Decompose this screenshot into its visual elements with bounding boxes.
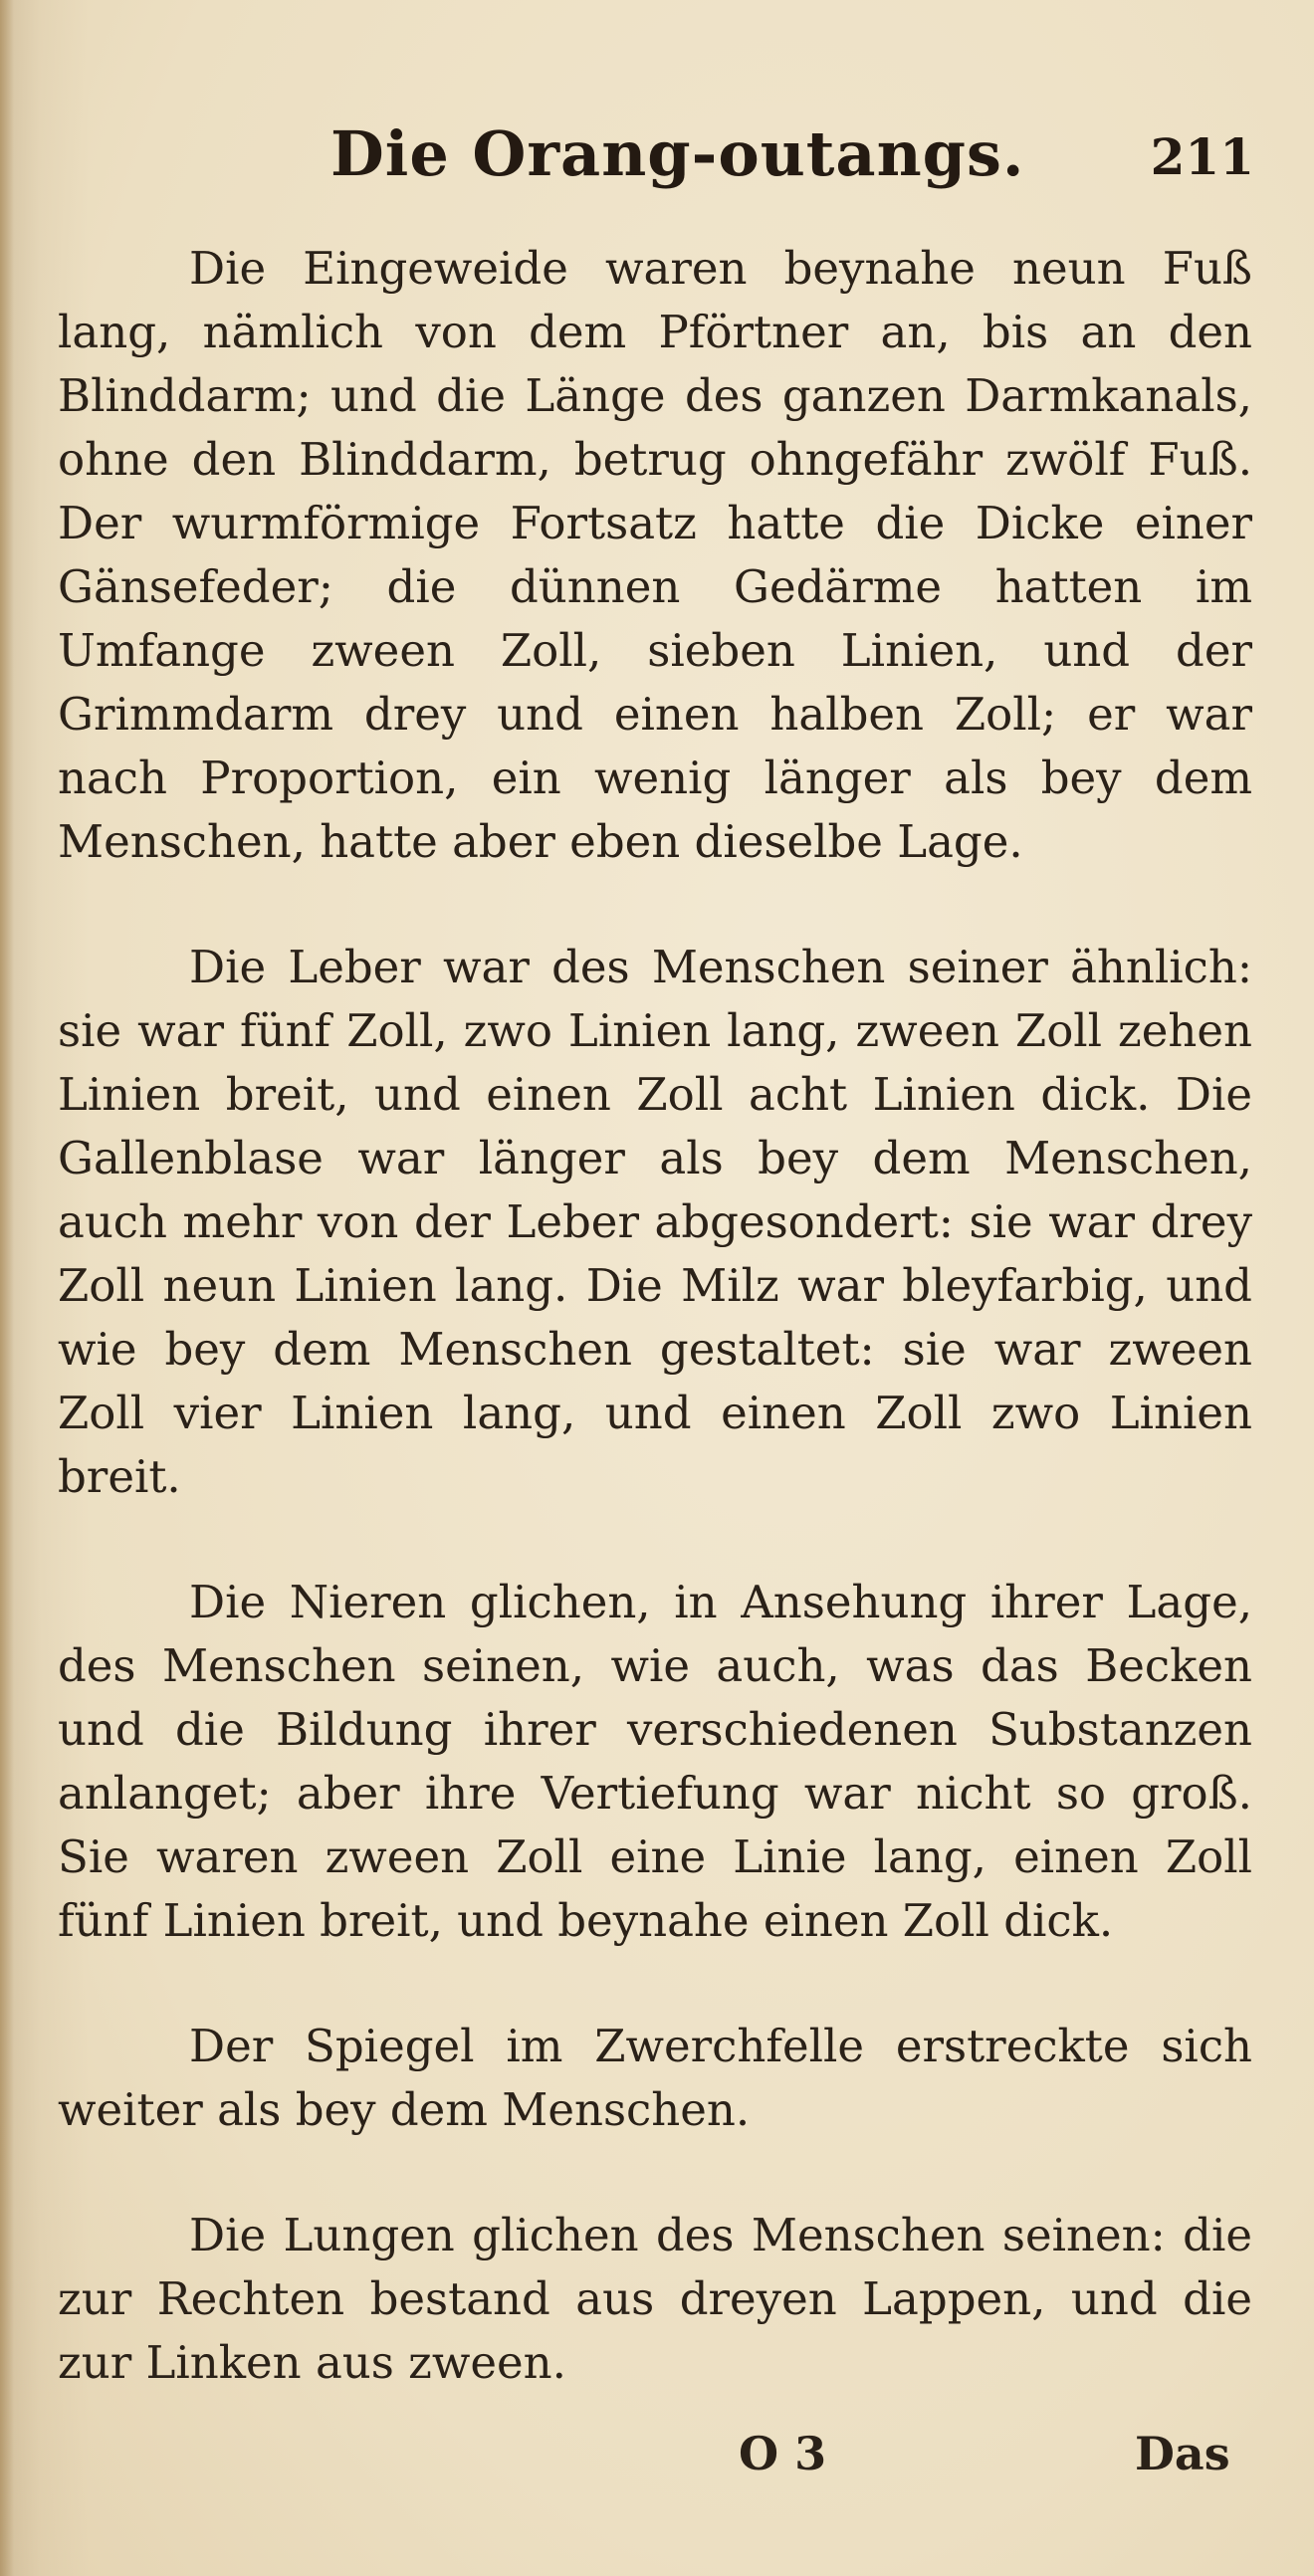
paragraph-kidneys: Die Nieren glichen, in Ansehung ihrer Lage, des Menschen seinen, wie auch, was das Becken und die Bildung ihrer verschiedenen Substanzen anlanget; aber ihre Vertiefung war nicht so groß. Sie waren zween Zoll eine Linie lang, einen Zoll fünf Linien breit, und beynahe einen Zoll dick. <box>58 1576 1252 1947</box>
page-footer <box>0 2427 1314 2516</box>
paragraph-liver: Die Leber war des Menschen seiner ähnlich: sie war fünf Zoll, zwo Linien lang, zween Zoll zehen Linien breit, und einen Zoll acht Linien dick. Die Gallenblase war länger als bey dem Menschen, auch mehr von der Leber abgesondert: sie war drey Zoll neun Linien lang. Die Milz war bleyfarbig, und wie bey dem Menschen gestaltet: sie war zween Zoll vier Linien lang, und einen Zoll zwo Linien breit. <box>58 941 1252 1503</box>
page-header <box>60 117 1254 207</box>
paragraph-intestines: Die Eingeweide waren beynahe neun Fuß lang, nämlich von dem Pförtner an, bis an den Blinddarm; und die Länge des ganzen Darmkanals, ohne den Blinddarm, betrug ohngefähr zwölf Fuß. Der wurmförmige Fortsatz hatte die Dicke einer Gänsefeder; die dünnen Gedärme hatten im Umfange zween Zoll, sieben Linien, und der Grimmdarm drey und einen halben Zoll; er war nach Proportion, ein wenig länger als bey dem Menschen, hatte aber eben dieselbe Lage. <box>58 242 1252 868</box>
page-edge-shadow <box>0 0 14 2576</box>
page-number: 211 <box>1150 127 1254 186</box>
paragraph-diaphragm: Der Spiegel im Zwerchfelle erstreckte sich weiter als bey dem Menschen. <box>58 2020 1252 2136</box>
body-text <box>58 237 1252 2457</box>
running-title: Die Orang-outangs. <box>330 117 1025 190</box>
catchword: Das <box>1135 2427 1230 2480</box>
paragraph-lungs: Die Lungen glichen des Menschen seinen: die zur Rechten bestand aus dreyen Lappen, und die zur Linken aus zween. <box>58 2209 1252 2389</box>
signature-mark: O 3 <box>739 2427 827 2480</box>
